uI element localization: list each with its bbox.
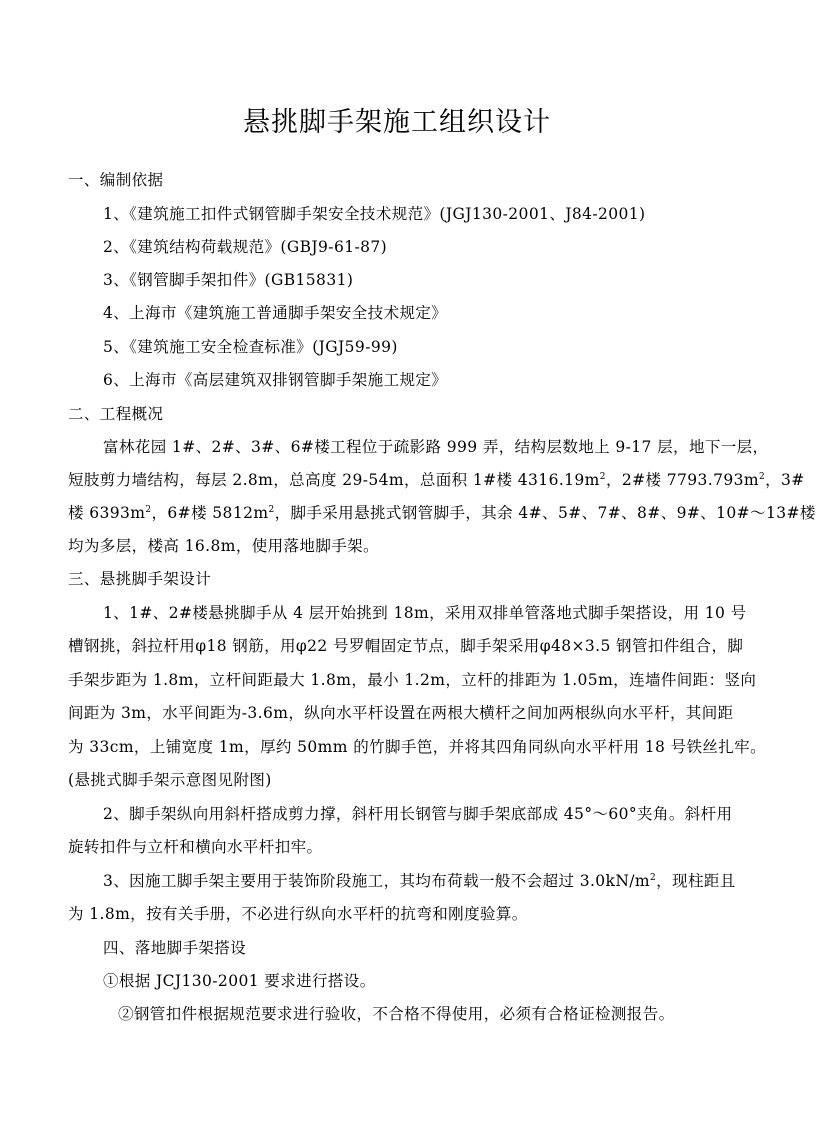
basis-item: 2、《建筑结构荷载规范》(GBJ9-61-87) bbox=[103, 238, 388, 256]
overview-line: 富林花园 1#、2#、3#、6#楼工程位于疏影路 999 弄，结构层数地上 9-17 层，地下一层， bbox=[103, 438, 769, 456]
design-line: 旋转扣件与立杆和横向水平杆扣牢。 bbox=[68, 838, 323, 856]
basis-item: 1、《建筑施工扣件式钢管脚手架安全技术规范》(JGJ130-2001、J84-2001) bbox=[103, 205, 646, 223]
ground-scaffold-item: ①根据 JCJ130-2001 要求进行搭设。 bbox=[103, 972, 376, 990]
overview-line: 楼 $6393m^2$，6#楼 $5812m^2$，脚手采用悬挑式钢管脚手，其余 4#、5#、7#、8#、9#、10#～13#楼 bbox=[68, 504, 816, 522]
basis-item: 3、《钢管脚手架扣件》(GB15831) bbox=[103, 271, 354, 289]
design-line: 为 1.8m，按有关手册，不必进行纵向水平杆的抗弯和刚度验算。 bbox=[68, 905, 528, 923]
design-line: 间距为 3m，水平间距为-3.6m，纵向水平杆设置在两根大横杆之间加两根纵向水平杆，其间距 bbox=[68, 704, 734, 722]
design-line: 手架步距为 1.8m，立杆间距最大 1.8m，最小 1.2m，立杆的排距为 1.05m，连墙件间距：竖向 bbox=[68, 671, 757, 689]
design-line: (悬挑式脚手架示意图见附图) bbox=[68, 771, 272, 789]
design-line: 槽钢挑，斜拉杆用φ18 钢筋，用φ22 号罗帽固定节点，脚手架采用φ48×3.5 钢管扣件组合，脚 bbox=[68, 637, 744, 655]
overview-line: 短肢剪力墙结构，每层 2.8m，总高度 29-54m，总面积 1#楼 $4316.19m^2$，2#楼 $7793.793m^2$，3# bbox=[68, 471, 805, 489]
design-line: 1、1#、2#楼悬挑脚手从 4 层开始挑到 18m，采用双排单管落地式脚手架搭设，用 10 号 bbox=[103, 604, 747, 622]
basis-item: 6、上海市《高层建筑双排钢管脚手架施工规定》 bbox=[103, 371, 448, 389]
design-line: 2、脚手架纵向用斜杆搭成剪力撑，斜杆用长钢管与脚手架底部成 45°～60°夹角。斜杆用 bbox=[103, 805, 733, 823]
design-line: 为 33cm，上铺宽度 1m，厚约 50mm 的竹脚手笆，并将其四角同纵向水平杆用 18 号铁丝扎牢。 bbox=[68, 738, 766, 756]
section-heading-design: 三、悬挑脚手架设计 bbox=[68, 570, 212, 588]
document-title: 悬挑脚手架施工组织设计 bbox=[243, 107, 551, 138]
section-heading-ground-scaffold: 四、落地脚手架搭设 bbox=[103, 939, 247, 957]
basis-item: 4、上海市《建筑施工普通脚手架安全技术规定》 bbox=[103, 304, 448, 322]
section-heading-overview: 二、工程概况 bbox=[68, 405, 164, 423]
overview-line: 均为多层，楼高 16.8m，使用落地脚手架。 bbox=[68, 537, 379, 555]
section-heading-basis: 一、编制依据 bbox=[68, 171, 164, 189]
basis-item: 5、《建筑施工安全检查标准》(JGJ59-99) bbox=[103, 338, 398, 356]
design-line: 3、因施工脚手架主要用于装饰阶段施工，其均布荷载一般不会超过 $3.0kN/m^2$，现柱距且 bbox=[103, 872, 736, 890]
ground-scaffold-item: ②钢管扣件根据规范要求进行验收，不合格不得使用，必须有合格证检测报告。 bbox=[118, 1005, 675, 1023]
